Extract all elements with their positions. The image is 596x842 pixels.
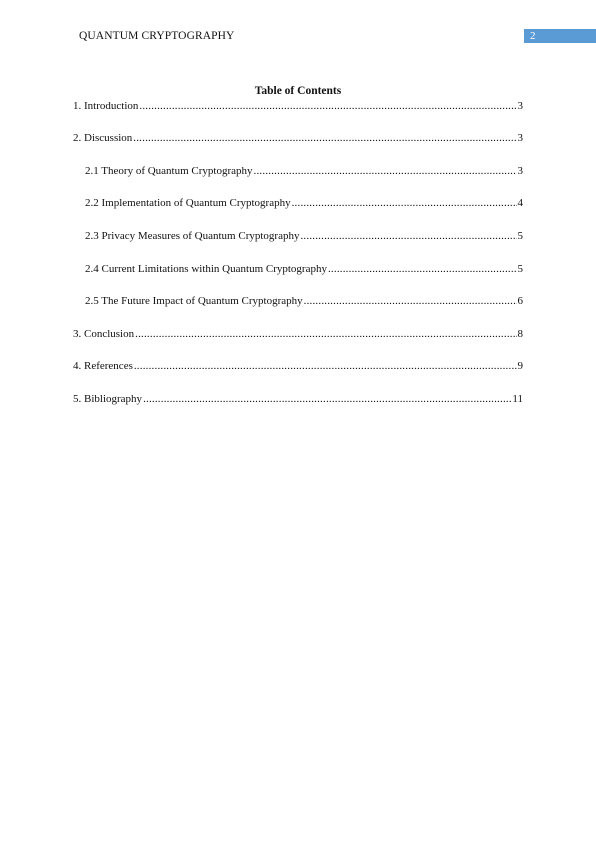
toc-entry-page: 6 [517, 295, 523, 307]
toc-entry-label: 2.2 Implementation of Quantum Cryptography [85, 197, 291, 209]
toc-entry-page: 3 [517, 165, 523, 177]
toc-entry-current-limitations[interactable] [85, 262, 523, 276]
toc-entry-page: 5 [517, 230, 523, 242]
running-head: QUANTUM CRYPTOGRAPHY [79, 30, 235, 42]
toc-entry-page: 8 [517, 328, 523, 340]
toc-entry-label: 3. Conclusion [73, 328, 135, 340]
toc-entry-label: 2.1 Theory of Quantum Cryptography [85, 165, 253, 177]
dot-leader [304, 294, 517, 308]
toc-entry-theory[interactable] [85, 164, 523, 178]
toc-entry-page: 9 [517, 360, 523, 372]
page-number: 2 [524, 29, 596, 43]
dot-leader [135, 327, 516, 341]
dot-leader [328, 262, 517, 276]
toc-entry-page: 3 [517, 100, 523, 112]
dot-leader [292, 196, 517, 210]
toc-entry-conclusion[interactable] [73, 327, 523, 341]
toc-entry-introduction[interactable] [73, 99, 523, 113]
toc-entry-references[interactable] [73, 359, 523, 373]
dot-leader [300, 229, 516, 243]
toc-entry-page: 5 [517, 263, 523, 275]
dot-leader [254, 164, 517, 178]
toc-entry-future-impact[interactable] [85, 294, 523, 308]
dot-leader [134, 359, 517, 373]
toc-entry-page: 11 [512, 393, 523, 405]
toc-entry-page: 4 [517, 197, 523, 209]
toc-title: Table of Contents [254, 85, 342, 97]
toc-entry-label: 5. Bibliography [73, 393, 143, 405]
toc-entry-label: 1. Introduction [73, 100, 139, 112]
toc-entry-discussion[interactable] [73, 131, 523, 145]
toc-entry-label: 2. Discussion [73, 132, 133, 144]
toc-entry-bibliography[interactable] [73, 392, 523, 406]
toc-entry-label: 2.4 Current Limitations within Quantum Cryptography [85, 263, 327, 275]
dot-leader [139, 99, 516, 113]
dot-leader [143, 392, 511, 406]
toc-entry-label: 2.5 The Future Impact of Quantum Cryptography [85, 295, 303, 307]
toc-entry-label: 4. References [73, 360, 133, 372]
toc-entry-privacy-measures[interactable] [85, 229, 523, 243]
toc-entry-page: 3 [517, 132, 523, 144]
dot-leader [133, 131, 516, 145]
toc-entry-label: 2.3 Privacy Measures of Quantum Cryptography [85, 230, 300, 242]
toc-entry-implementation[interactable] [85, 196, 523, 210]
